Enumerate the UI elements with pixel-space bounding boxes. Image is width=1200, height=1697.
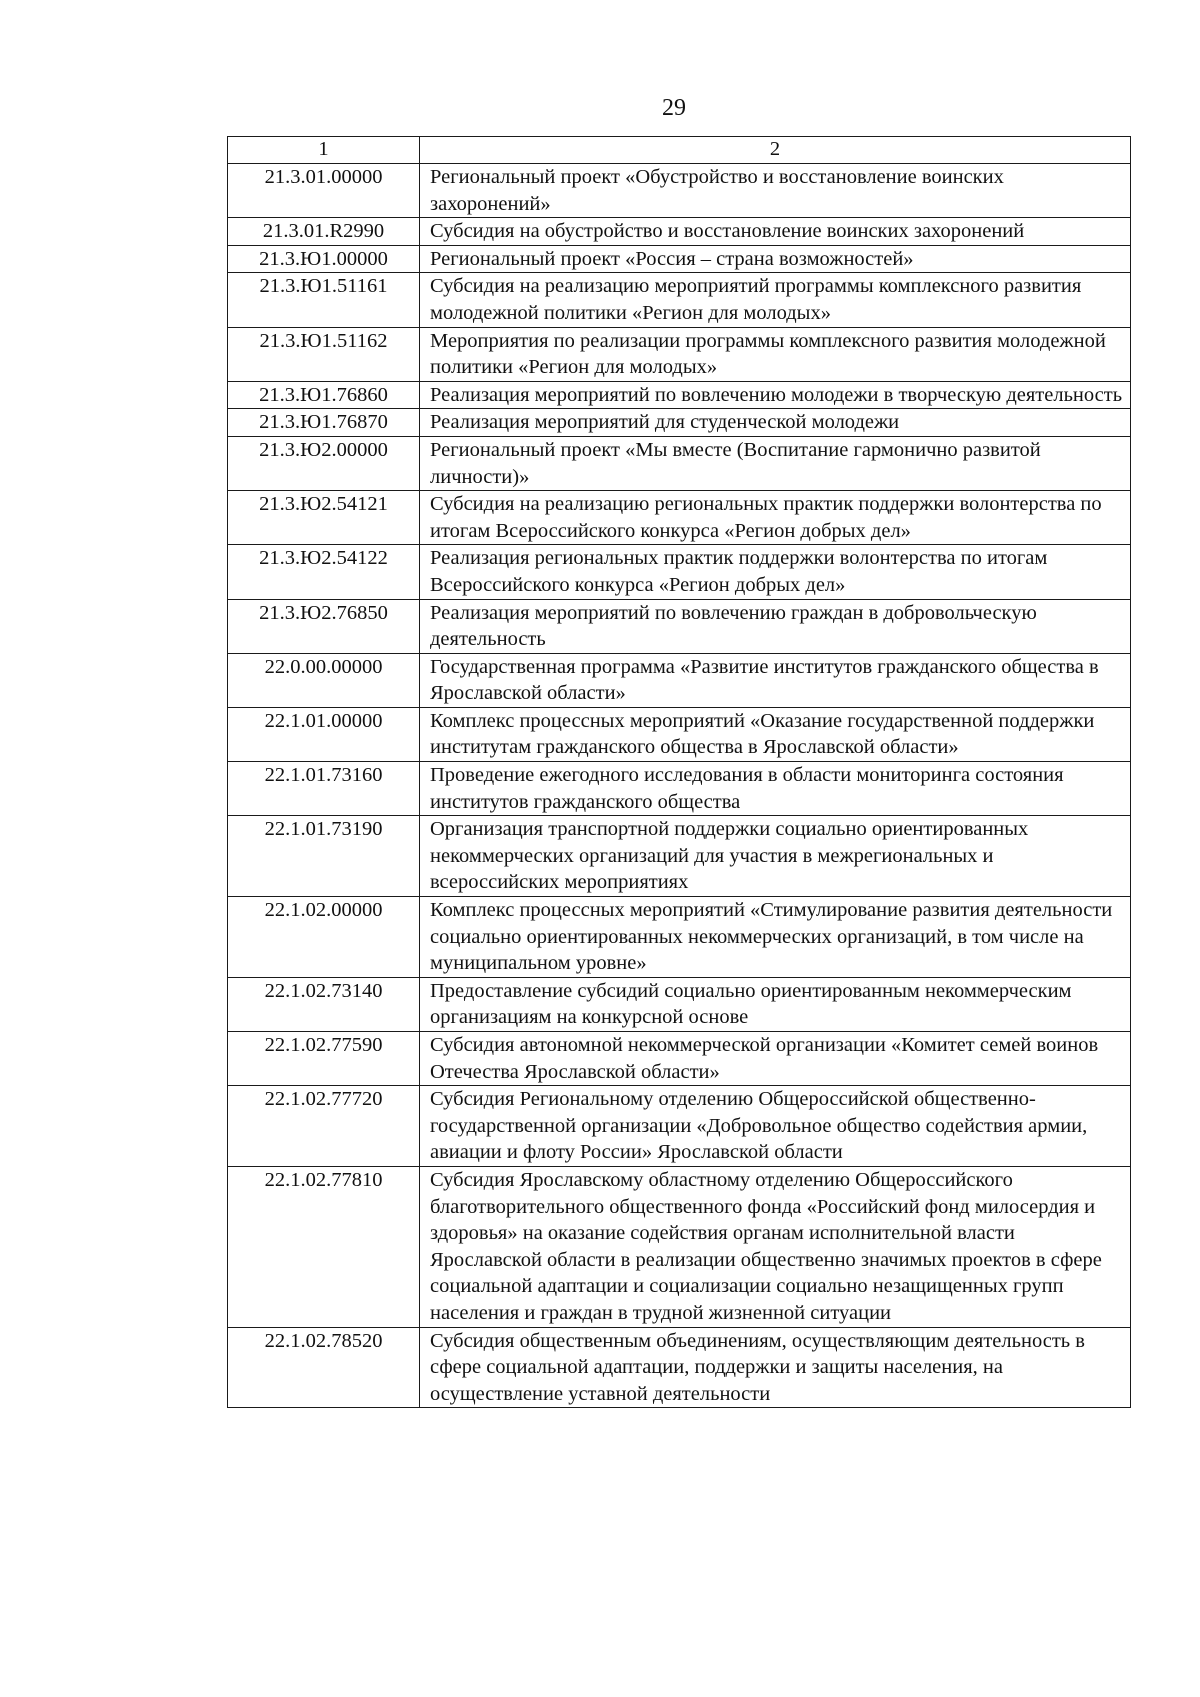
row-code: 21.3.Ю1.51162 <box>228 327 420 381</box>
row-code: 21.3.Ю2.00000 <box>228 436 420 490</box>
table-row <box>228 707 1131 761</box>
row-code: 21.3.Ю1.00000 <box>228 245 420 273</box>
row-name: Государственная программа «Развитие институтов гражданского общества в Ярославской области» <box>420 653 1131 707</box>
row-name: Реализация мероприятий по вовлечению молодежи в творческую деятельность <box>420 381 1131 409</box>
row-code: 22.1.02.77810 <box>228 1166 420 1327</box>
row-name: Реализация региональных практик поддержки волонтерства по итогам Всероссийского конкурса «Регион добрых дел» <box>420 545 1131 599</box>
row-name: Региональный проект «Мы вместе (Воспитание гармонично развитой личности)» <box>420 436 1131 490</box>
row-name: Субсидия Ярославскому областному отделению Общероссийского благотворительного общественного фонда «Российский фонд милосердия и здоровья» на оказание содействия органам исполнительной власти Ярославской области в реализации общественно значимых проектов в сфере социальной адаптации и социализации социально незащищенных групп населения и граждан в трудной жизненной ситуации <box>420 1166 1131 1327</box>
table-row <box>228 1166 1131 1327</box>
table-row <box>228 491 1131 545</box>
row-name: Организация транспортной поддержки социально ориентированных некоммерческих организаций для участия в межрегиональных и всероссийских мероприятиях <box>420 816 1131 897</box>
row-code: 22.1.01.73160 <box>228 762 420 816</box>
row-name: Субсидия на реализацию мероприятий программы комплексного развития молодежной политики «Регион для молодых» <box>420 273 1131 327</box>
row-code: 21.3.Ю2.54121 <box>228 491 420 545</box>
table-row <box>228 327 1131 381</box>
row-code: 21.3.01.R2990 <box>228 218 420 246</box>
row-name: Субсидия автономной некоммерческой организации «Комитет семей воинов Отечества Ярославской области» <box>420 1032 1131 1086</box>
row-code: 21.3.01.00000 <box>228 164 420 218</box>
row-name: Комплекс процессных мероприятий «Оказание государственной поддержки институтам гражданского общества в Ярославской области» <box>420 707 1131 761</box>
row-name: Региональный проект «Обустройство и восстановление воинских захоронений» <box>420 164 1131 218</box>
row-name: Региональный проект «Россия – страна возможностей» <box>420 245 1131 273</box>
row-code: 21.3.Ю2.76850 <box>228 599 420 653</box>
row-name: Предоставление субсидий социально ориентированным некоммерческим организациям на конкурсной основе <box>420 977 1131 1031</box>
row-name: Комплекс процессных мероприятий «Стимулирование развития деятельности социально ориентированных некоммерческих организаций, в том числе на муниципальном уровне» <box>420 897 1131 978</box>
table-row <box>228 897 1131 978</box>
table-row <box>228 164 1131 218</box>
table-row <box>228 545 1131 599</box>
table-row <box>228 977 1131 1031</box>
table-row <box>228 1086 1131 1167</box>
table-row <box>228 1032 1131 1086</box>
row-name: Мероприятия по реализации программы комплексного развития молодежной политики «Регион для молодых» <box>420 327 1131 381</box>
table-row <box>228 653 1131 707</box>
row-code: 22.1.02.73140 <box>228 977 420 1031</box>
table-row <box>228 245 1131 273</box>
budget-classification-table <box>227 136 1131 1408</box>
table-row <box>228 218 1131 246</box>
row-code: 22.1.02.77590 <box>228 1032 420 1086</box>
row-code: 22.1.02.77720 <box>228 1086 420 1167</box>
page-number: 29 <box>662 95 686 121</box>
row-code: 22.1.02.78520 <box>228 1327 420 1408</box>
table-row <box>228 816 1131 897</box>
row-code: 22.1.02.00000 <box>228 897 420 978</box>
row-name: Субсидия общественным объединениям, осуществляющим деятельность в сфере социальной адаптации, поддержки и защиты населения, на осуществление уставной деятельности <box>420 1327 1131 1408</box>
row-name: Субсидия на реализацию региональных практик поддержки волонтерства по итогам Всероссийского конкурса «Регион добрых дел» <box>420 491 1131 545</box>
row-name: Проведение ежегодного исследования в области мониторинга состояния институтов гражданского общества <box>420 762 1131 816</box>
table-body <box>228 164 1131 1408</box>
row-name: Субсидия Региональному отделению Общероссийской общественно-государственной организации «Добровольное общество содействия армии, авиации и флоту России» Ярославской области <box>420 1086 1131 1167</box>
row-code: 21.3.Ю1.76860 <box>228 381 420 409</box>
column-header-code: 1 <box>228 137 420 164</box>
table-row <box>228 762 1131 816</box>
table-row <box>228 1327 1131 1408</box>
table-header-row <box>228 137 1131 164</box>
row-code: 21.3.Ю1.51161 <box>228 273 420 327</box>
row-code: 22.1.01.00000 <box>228 707 420 761</box>
table-header <box>228 137 1131 164</box>
row-name: Реализация мероприятий для студенческой молодежи <box>420 409 1131 437</box>
row-code: 22.0.00.00000 <box>228 653 420 707</box>
row-code: 21.3.Ю1.76870 <box>228 409 420 437</box>
row-name: Реализация мероприятий по вовлечению граждан в добровольческую деятельность <box>420 599 1131 653</box>
table-row <box>228 409 1131 437</box>
row-code: 22.1.01.73190 <box>228 816 420 897</box>
table-row <box>228 436 1131 490</box>
row-code: 21.3.Ю2.54122 <box>228 545 420 599</box>
row-name: Субсидия на обустройство и восстановление воинских захоронений <box>420 218 1131 246</box>
table-row <box>228 599 1131 653</box>
table-row <box>228 273 1131 327</box>
table-row <box>228 381 1131 409</box>
column-header-name: 2 <box>420 137 1131 164</box>
